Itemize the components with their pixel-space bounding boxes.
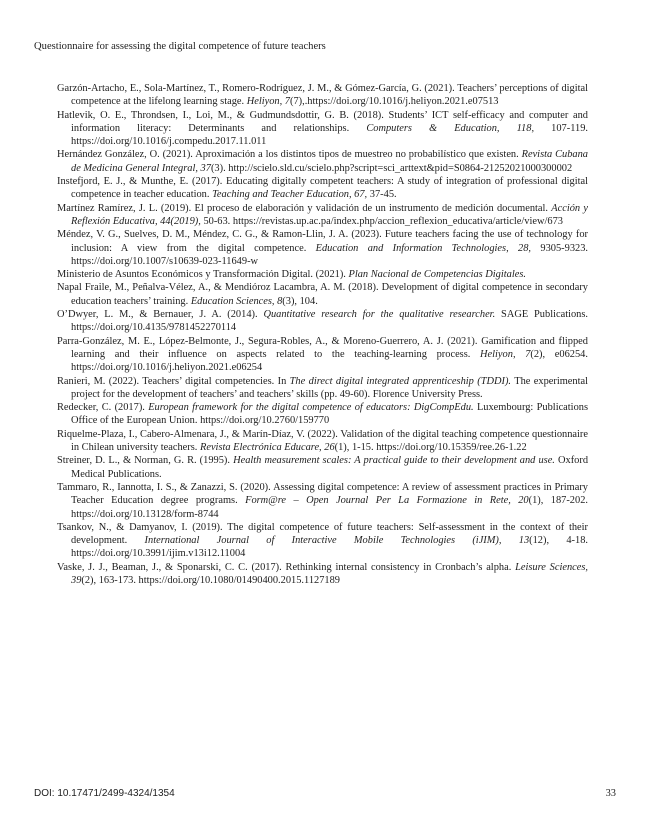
reference-entry: Garzón-Artacho, E., Sola-Martínez, T., Romero-Rodríguez, J. M., & Gómez-García, G. (2021). Teachers’ perceptions of digital competence at the lifelong learning stage. Heliyon, 7(7),.https://doi.org/10.1016/j.heliyon.2021.e07513: [57, 83, 588, 108]
reference-entry: O’Dwyer, L. M., & Bernauer, J. A. (2014). Quantitative research for the qualitative researcher. SAGE Publications. https://doi.org/10.4135/9781452270114: [57, 309, 588, 334]
reference-entry: Streiner, D. L., & Norman, G. R. (1995). Health measurement scales: A practical guide to their development and use. Oxford Medical Publications.: [57, 455, 589, 480]
running-head: Questionnaire for assessing the digital competence of future teachers: [34, 41, 326, 52]
footer-doi: DOI: 10.17471/2499-4324/1354: [34, 788, 175, 799]
reference-entry: Redecker, C. (2017). European framework for the digital competence of educators: DigCompEdu. Luxembourg: Publications Office of the European Union. https://doi.org/10.2760/159770: [57, 402, 589, 427]
reference-entry: Tsankov, N., & Damyanov, I. (2019). The digital competence of future teachers: Self-assessment in the context of their development. International Journal of Interactive Mobile Technologies (iJIM), 13(12), 4-18. https://doi.org/10.3991/ijim.v13i12.11004: [57, 521, 588, 560]
reference-list: [57, 82, 588, 587]
reference-entry: Parra-González, M. E., López-Belmonte, J., Segura-Robles, A., & Moreno-Guerrero, A. J. (2021). Gamification and flipped learning and their influence on aspects related to the teaching-learning process. Heliyon, 7(2), e06254. https://doi.org/10.1016/j.heliyon.2021.e06254: [57, 335, 588, 374]
reference-entry: Tammaro, R., Iannotta, I. S., & Zanazzi, S. (2020). Assessing digital competence: A review of assessment practices in Primary Teacher Education degree programs. Form@re – Open Journal Per La Formazione in Rete, 20(1), 187-202. https://doi.org/10.13128/form-8744: [57, 481, 588, 520]
reference-entry: Riquelme-Plaza, I., Cabero-Almenara, J., & Marín-Díaz, V. (2022). Validation of the digital teaching competence questionnaire in Chilean university teachers. Revista Electrónica Educare, 26(1), 1-15. https://doi.org/10.15359/ree.26-1.22: [57, 428, 588, 454]
reference-entry: Méndez, V. G., Suelves, D. M., Méndez, C. G., & Ramon-Llin, J. A. (2023). Future teachers facing the use of technology for inclusion: A view from the digital competence. Education and Information Technologies, 28, 9305-9323. https://doi.org/10.1007/s10639-023-11649-w: [57, 229, 589, 267]
reference-entry: Napal Fraile, M., Peñalva-Vélez, A., & Mendióroz Lacambra, A. M. (2018). Development of digital competence in secondary education teachers’ training. Education Sciences, 8(3), 104.: [57, 282, 588, 307]
reference-entry: Vaske, J. J., Beaman, J., & Sponarski, C. C. (2017). Rethinking internal consistency in Cronbach’s alpha. Leisure Sciences, 39(2), 163-173. https://doi.org/10.1080/01490400.2015.1127189: [57, 561, 589, 586]
reference-entry: Instefjord, E. J., & Munthe, E. (2017). Educating digitally competent teachers: A study of integration of professional digital competence in teacher education. Teaching and Teacher Education, 67, 37-45.: [57, 176, 588, 201]
reference-entry: Hernández González, O. (2021). Aproximación a los distintos tipos de muestreo no probabilístico que existen. Revista Cubana de Medicina General Integral, 37(3). http://scielo.sld.cu/scielo.php?script=sci_arttext&pid=S0864-21252021000300002: [57, 149, 588, 174]
reference-entry: Martínez Ramírez, J. L. (2019). El proceso de elaboración y validación de un instrumento de medición documental. Acción y Reflexión Educativa, 44(2019), 50-63. https://revistas.up.ac.pa/index.php/accion_reflexion_educativa/article/view/673: [57, 202, 589, 227]
reference-entry: Ministerio de Asuntos Económicos y Transformación Digital. (2021). Plan Nacional de Competencias Digitales.: [57, 269, 526, 281]
page-number: 33: [605, 788, 616, 799]
reference-entry: Ranieri, M. (2022). Teachers’ digital competencies. In The direct digital integrated apprenticeship (TDDI). The experimental project for the development of teachers’ and teachers’ skills (pp. 49-60). Florence University Press.: [57, 375, 588, 400]
reference-entry: Hatlevik, O. E., Throndsen, I., Loi, M., & Gudmundsdottir, G. B. (2018). Students’ ICT self-efficacy and computer and information literacy: Determinants and relationships. Computers & Education, 118, 107-119. https://doi.org/10.1016/j.compedu.2017.11.011: [57, 109, 588, 148]
